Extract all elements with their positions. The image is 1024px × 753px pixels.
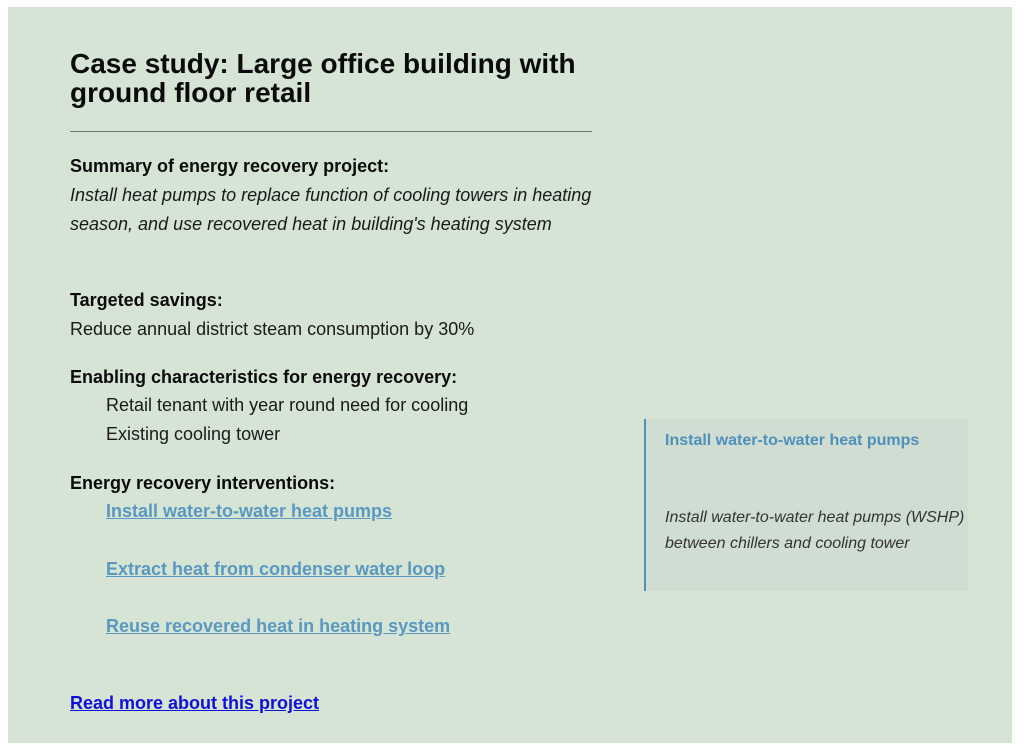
title-divider xyxy=(70,131,592,132)
intervention-link-condenser-loop[interactable]: Extract heat from condenser water loop xyxy=(106,559,446,579)
detail-panel-description: Install water-to-water heat pumps (WSHP) between chillers and cooling tower xyxy=(665,509,965,552)
summary-text: Install heat pumps to replace function of cooling towers in heating season, and use recovered heat in building's heating system xyxy=(70,185,592,234)
page-title: Case study: Large office building with ground floor retail xyxy=(70,48,576,108)
enabling-heading: Enabling characteristics for energy recovery: xyxy=(70,367,458,387)
intervention-link-heat-pumps[interactable]: Install water-to-water heat pumps xyxy=(106,501,393,521)
enabling-item: Existing cooling tower xyxy=(106,424,281,444)
case-study-card xyxy=(8,7,1012,743)
read-more-link[interactable]: Read more about this project xyxy=(70,693,320,713)
summary-heading: Summary of energy recovery project: xyxy=(70,156,390,176)
intervention-link-reuse-heat[interactable]: Reuse recovered heat in heating system xyxy=(106,616,451,636)
interventions-heading: Energy recovery interventions: xyxy=(70,473,336,493)
detail-panel-title: Install water-to-water heat pumps xyxy=(665,432,920,449)
savings-heading: Targeted savings: xyxy=(70,290,223,310)
intervention-detail-panel xyxy=(644,419,968,591)
savings-text: Reduce annual district steam consumption by 30% xyxy=(70,319,475,339)
enabling-item: Retail tenant with year round need for cooling xyxy=(106,395,469,415)
